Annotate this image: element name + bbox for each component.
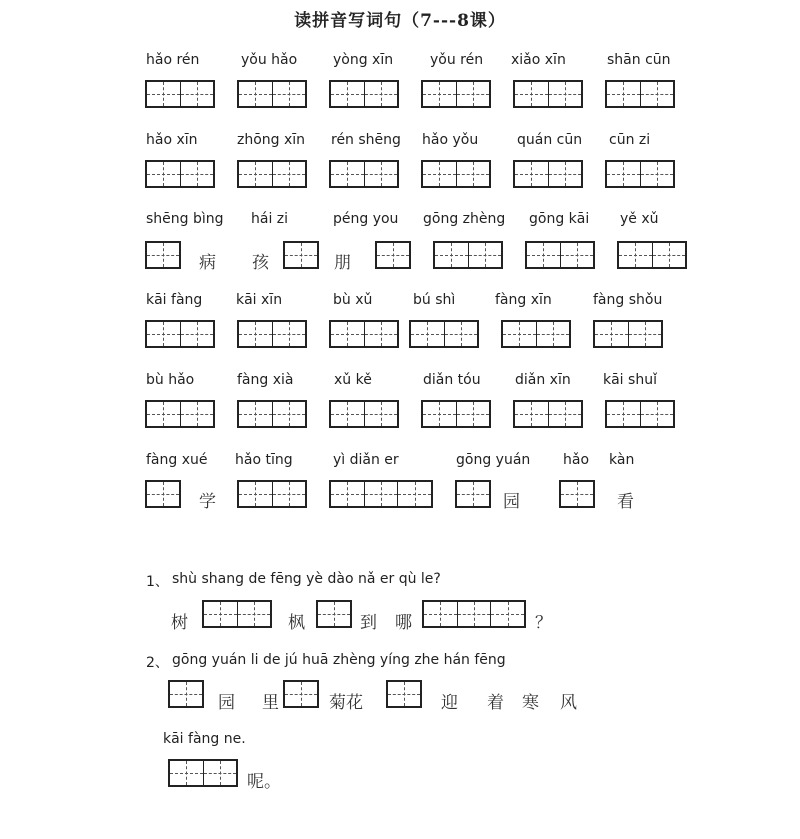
answer-box[interactable] (501, 320, 571, 348)
answer-box[interactable] (283, 241, 319, 269)
given-char: 到 (360, 613, 377, 633)
given-char: 朋 (334, 253, 351, 273)
sentence-number: 2、 (146, 655, 169, 671)
pinyin-label: yǒu hǎo (241, 52, 298, 68)
pinyin-label: quán cūn (517, 132, 583, 148)
answer-box[interactable] (145, 320, 215, 348)
given-char: 哪 (395, 613, 412, 633)
answer-box[interactable] (237, 480, 307, 508)
page-title: 读拼音写词句（7---8课） (294, 11, 506, 31)
answer-box[interactable] (329, 320, 399, 348)
answer-box[interactable] (237, 320, 307, 348)
answer-box[interactable] (375, 241, 411, 269)
pinyin-label: cūn zi (609, 132, 651, 148)
pinyin-label: shān cūn (607, 52, 671, 68)
pinyin-label: hǎo (563, 452, 590, 468)
answer-box[interactable] (513, 160, 583, 188)
answer-box[interactable] (168, 680, 204, 708)
pinyin-label: fàng xué (146, 452, 208, 468)
pinyin-label: yǒu rén (430, 52, 484, 68)
pinyin-label: hǎo rén (146, 52, 200, 68)
pinyin-label: shēng bìng (146, 211, 224, 227)
answer-box[interactable] (421, 400, 491, 428)
given-char: 看 (617, 492, 634, 512)
pinyin-label: bú shì (413, 292, 456, 308)
pinyin-label: fàng shǒu (593, 292, 663, 308)
pinyin-label: péng you (333, 211, 399, 227)
pinyin-label: hǎo tīng (235, 452, 293, 468)
answer-box[interactable] (433, 241, 503, 269)
answer-box[interactable] (559, 480, 595, 508)
pinyin-label: kāi fàng (146, 292, 203, 308)
answer-box[interactable] (422, 600, 526, 628)
pinyin-label: kāi shuǐ (603, 372, 657, 388)
given-char: 孩 (252, 253, 269, 273)
pinyin-label: gōng yuán (456, 452, 531, 468)
answer-box[interactable] (145, 400, 215, 428)
answer-box[interactable] (605, 160, 675, 188)
punctuation: ？ (535, 613, 552, 633)
answer-box[interactable] (329, 160, 399, 188)
pinyin-label: bù hǎo (146, 372, 195, 388)
pinyin-label: rén shēng (331, 132, 401, 148)
given-char: 风 (560, 693, 577, 713)
given-char: 迎 (441, 693, 458, 713)
given-char: 树 (171, 613, 188, 633)
answer-box[interactable] (455, 480, 491, 508)
given-char: 寒 (522, 693, 539, 713)
sentence-number: 1、 (146, 574, 169, 590)
sentence-pinyin: shù shang de fēng yè dào nǎ er qù le? (172, 571, 441, 587)
answer-box[interactable] (145, 80, 215, 108)
answer-box[interactable] (145, 160, 215, 188)
pinyin-label: xiǎo xīn (511, 52, 566, 68)
given-char: 着 (487, 693, 504, 713)
answer-box[interactable] (525, 241, 595, 269)
answer-box[interactable] (513, 80, 583, 108)
answer-box[interactable] (329, 400, 399, 428)
pinyin-label: hǎo yǒu (422, 132, 479, 148)
answer-box[interactable] (421, 80, 491, 108)
pinyin-label: kāi xīn (236, 292, 283, 308)
pinyin-label: kàn (609, 452, 635, 468)
given-char: 园 (503, 492, 520, 512)
pinyin-label: yě xǔ (620, 211, 659, 227)
given-char: 枫 (288, 613, 305, 633)
answer-box[interactable] (202, 600, 272, 628)
answer-box[interactable] (617, 241, 687, 269)
pinyin-label: hái zi (251, 211, 289, 227)
answer-box[interactable] (237, 80, 307, 108)
sentence-pinyin: kāi fàng ne. (163, 731, 246, 747)
pinyin-label: bù xǔ (333, 292, 373, 308)
given-char: 呢。 (247, 772, 281, 792)
answer-box[interactable] (513, 400, 583, 428)
given-char: 菊花 (329, 693, 363, 713)
pinyin-label: yòng xīn (333, 52, 394, 68)
answer-box[interactable] (605, 400, 675, 428)
pinyin-label: gōng zhèng (423, 211, 506, 227)
given-char: 学 (199, 492, 216, 512)
answer-box[interactable] (329, 480, 433, 508)
answer-box[interactable] (145, 480, 181, 508)
answer-box[interactable] (283, 680, 319, 708)
answer-box[interactable] (421, 160, 491, 188)
given-char: 园 (218, 693, 235, 713)
given-char: 里 (262, 693, 279, 713)
answer-box[interactable] (605, 80, 675, 108)
sentence-pinyin: gōng yuán li de jú huā zhèng yíng zhe hán fēng (172, 652, 506, 668)
answer-box[interactable] (168, 759, 238, 787)
pinyin-label: yì diǎn er (333, 452, 399, 468)
answer-box[interactable] (316, 600, 352, 628)
answer-box[interactable] (237, 400, 307, 428)
answer-box[interactable] (593, 320, 663, 348)
pinyin-label: xǔ kě (334, 372, 372, 388)
pinyin-label: fàng xià (237, 372, 294, 388)
given-char: 病 (199, 253, 216, 273)
pinyin-label: diǎn xīn (515, 372, 571, 388)
answer-box[interactable] (145, 241, 181, 269)
answer-box[interactable] (409, 320, 479, 348)
answer-box[interactable] (386, 680, 422, 708)
pinyin-label: diǎn tóu (423, 372, 481, 388)
pinyin-label: hǎo xīn (146, 132, 198, 148)
pinyin-label: zhōng xīn (237, 132, 306, 148)
pinyin-label: fàng xīn (495, 292, 552, 308)
answer-box[interactable] (237, 160, 307, 188)
answer-box[interactable] (329, 80, 399, 108)
pinyin-label: gōng kāi (529, 211, 590, 227)
